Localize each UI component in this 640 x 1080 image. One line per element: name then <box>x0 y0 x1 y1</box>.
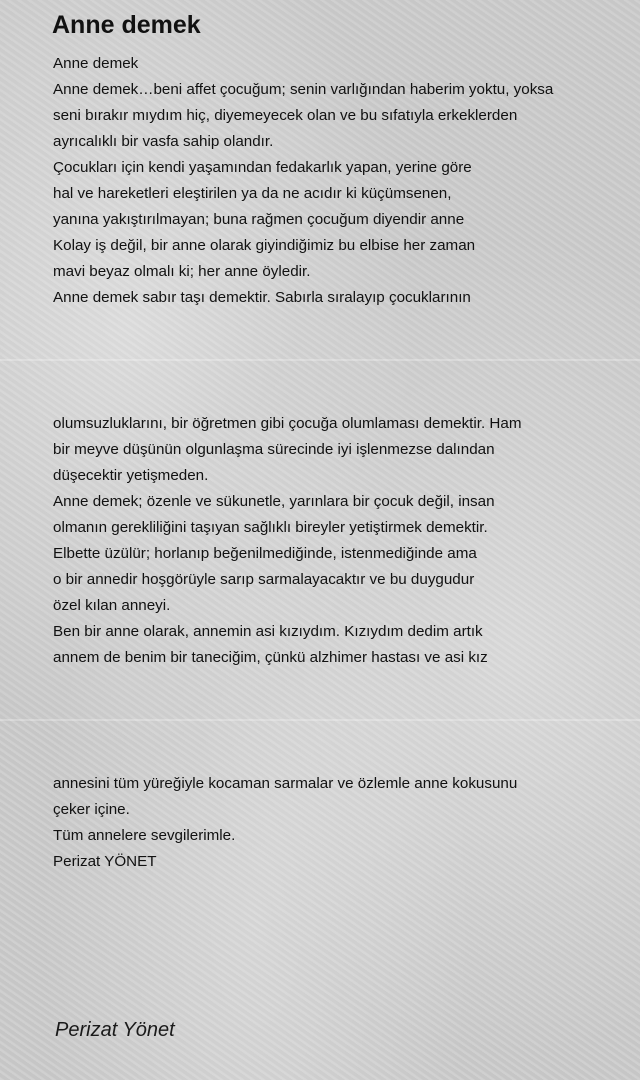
poem-line: yanına yakıştırılmayan; buna rağmen çocuğum diyendir anne <box>53 211 465 228</box>
poem-line: Anne demek; özenle ve sükunetle, yarınlara bir çocuk değil, insan <box>53 493 495 510</box>
poem-line: bir meyve düşünün olgunlaşma sürecinde iyi işlenmezse dalından <box>53 441 495 458</box>
poem-line: olumsuzluklarını, bir öğretmen gibi çocuğa olumlaması demektir. Ham <box>53 415 522 432</box>
poem-title: Anne demek <box>52 11 201 39</box>
poem-line: ayrıcalıklı bir vasfa sahip olandır. <box>53 133 274 150</box>
poem-line: Ben bir anne olarak, annemin asi kızıydım. Kızıydım dedim artık <box>53 623 483 640</box>
poem-line: Tüm annelere sevgilerimle. <box>53 827 236 844</box>
poem-stanza-1 <box>53 51 628 311</box>
poem-line: Çocukları için kendi yaşamından fedakarlık yapan, yerine göre <box>53 159 472 176</box>
poem-line: düşecektir yetişmeden. <box>53 467 209 484</box>
poem-line: annesini tüm yüreğiyle kocaman sarmalar ve özlemle anne kokusunu <box>53 775 518 792</box>
poem-stanza-2 <box>53 411 628 671</box>
poem-line: seni bırakır mıydım hiç, diyemeyecek olan ve bu sıfatıyla erkeklerden <box>53 107 518 124</box>
poem-line: o bir annedir hoşgörüyle sarıp sarmalayacaktır ve bu duygudur <box>53 571 475 588</box>
poem-line: hal ve hareketleri eleştirilen ya da ne acıdır ki küçümsenen, <box>53 185 452 202</box>
poem-line: olmanın gerekliliğini taşıyan sağlıklı bireyler yetiştirmek demektir. <box>53 519 488 536</box>
section-divider <box>0 719 640 721</box>
poem-line: Kolay iş değil, bir anne olarak giyindiğimiz bu elbise her zaman <box>53 237 476 254</box>
poem-line: mavi beyaz olmalı ki; her anne öyledir. <box>53 263 311 280</box>
poem-line: Anne demek <box>53 55 139 72</box>
poem-line: çeker içine. <box>53 801 130 818</box>
poem-line: annem de benim bir taneciğim, çünkü alzhimer hastası ve asi kız <box>53 649 488 666</box>
poem-author: Perizat Yönet <box>55 1019 175 1041</box>
poem-line: Perizat YÖNET <box>53 853 157 870</box>
poem-line: özel kılan anneyi. <box>53 597 171 614</box>
poem-stanza-3 <box>53 771 628 875</box>
poem-line: Anne demek…beni affet çocuğum; senin varlığından haberim yoktu, yoksa <box>53 81 554 98</box>
poem-line: Elbette üzülür; horlanıp beğenilmediğinde, istenmediğinde ama <box>53 545 477 562</box>
section-divider <box>0 359 640 361</box>
poem-line: Anne demek sabır taşı demektir. Sabırla sıralayıp çocuklarının <box>53 289 471 306</box>
